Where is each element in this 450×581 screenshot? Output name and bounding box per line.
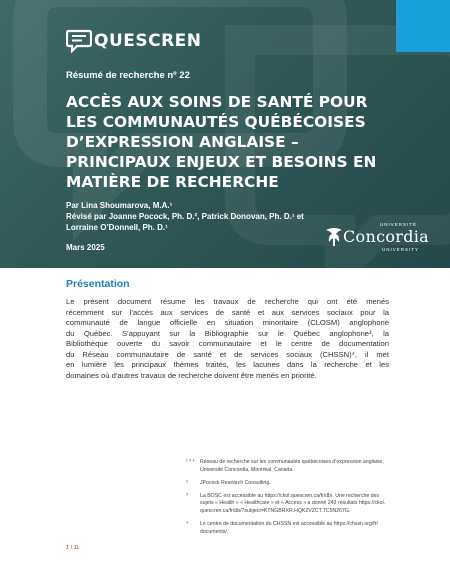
paragraph-line: Bibliothèque ouverte du savoir communautaire et le centre de documentation bbox=[66, 339, 389, 348]
paragraph-line: du Réseau communautaire de santé et de services sociaux (CHSSN)⁴, il met bbox=[66, 349, 389, 359]
footnote-line: Réseau de recherche sur les communautés québécoises d’expression anglaise, bbox=[200, 459, 384, 465]
footnote-number: ¹ ³ ⁴ bbox=[186, 459, 195, 465]
footnote-link-line[interactable]: sujets « Health » « Healthcare » et « Access » a donné 243 résultats https://ckol. bbox=[200, 500, 386, 507]
concordia-univ-fr: UNIVERSITÉ bbox=[380, 222, 418, 227]
title-line: MATIÈRE DE RECHERCHE bbox=[66, 173, 279, 191]
speech-bubble-icon bbox=[66, 29, 92, 53]
paragraph-line: du Québec. S’appuyant sur la Bibliographie sur le Québec anglophone³, la bbox=[66, 328, 389, 338]
author-line: Par Lina Shoumarova, M.A.¹ bbox=[66, 201, 173, 210]
document-title bbox=[66, 92, 406, 192]
title-line: LES COMMUNAUTÉS QUÉBÉCOISES bbox=[66, 113, 366, 131]
concordia-crest-icon bbox=[324, 226, 344, 248]
paragraph-line: en lumière les principaux thèmes traités, les lacunes dans la recherche et les bbox=[66, 360, 389, 369]
accent-square bbox=[396, 0, 450, 52]
section-heading: Présentation bbox=[66, 278, 130, 290]
footnote-line: Université Concordia, Montréal, Canada. bbox=[200, 466, 294, 473]
footnote-line: JPocock Research Consulting. bbox=[200, 479, 271, 486]
author-credits bbox=[66, 200, 316, 233]
footnote-number: ⁴ bbox=[186, 521, 189, 528]
page-number: 1 / 11 bbox=[66, 545, 80, 551]
footnote-number: ² bbox=[186, 479, 188, 486]
footnote bbox=[186, 493, 396, 516]
footnote-link-line[interactable]: La BOSC est accessible au https://ckol.quescren.ca/fr/db/. Une recherche des bbox=[200, 492, 380, 499]
paragraph-line: communauté de langue officielle en situation minoritaire (CLOSM) anglophone bbox=[66, 318, 389, 327]
footnote-number: ³ bbox=[186, 492, 188, 499]
paragraph-line: récemment sur l’accès aux services de santé et aux services sociaux pour la bbox=[66, 307, 389, 317]
footnote-link-line[interactable]: documents/. bbox=[200, 528, 229, 535]
publication-date: Mars 2025 bbox=[66, 243, 105, 252]
paragraph-line: Le présent document résume les travaux de recherche qui ont été menés bbox=[66, 297, 389, 306]
concordia-logo bbox=[324, 222, 434, 256]
cover-header bbox=[0, 0, 450, 268]
title-line: D’EXPRESSION ANGLAISE – bbox=[66, 133, 299, 151]
author-line: Lorraine O’Donnell, Ph. D.¹ bbox=[66, 223, 168, 232]
presentation-paragraph bbox=[66, 297, 389, 381]
logo-wordmark: QUESCREN bbox=[94, 31, 202, 51]
author-line: Révisé par Joanne Pocock, Ph. D.², Patrick Donovan, Ph. D.¹ et bbox=[66, 212, 304, 221]
footnotes bbox=[186, 459, 396, 542]
concordia-wordmark: Concordia bbox=[343, 227, 430, 246]
footnote-link-line[interactable]: Le centre de documentation du CHSSN est accessible au https://chssn.org/fr/ bbox=[200, 521, 378, 528]
footnote bbox=[186, 480, 396, 488]
footnote-link-line[interactable]: quescren.ca/fr/db/?subject=KTNGBRXR.HQK2VZCT.TC5N267G. bbox=[200, 507, 351, 514]
title-line: ACCÈS AUX SOINS DE SANTÉ POUR bbox=[66, 93, 368, 111]
footnote bbox=[186, 521, 396, 536]
paragraph-line: domaines où d’autres travaux de recherche doivent être menés en priorité. bbox=[66, 370, 317, 380]
concordia-univ-en: UNIVERSITY bbox=[382, 247, 420, 252]
quescren-logo bbox=[66, 28, 202, 54]
title-line: PRINCIPAUX ENJEUX ET BESOINS EN bbox=[66, 153, 377, 171]
footnote bbox=[186, 459, 396, 474]
series-label: Résumé de recherche nº 22 bbox=[66, 70, 190, 81]
